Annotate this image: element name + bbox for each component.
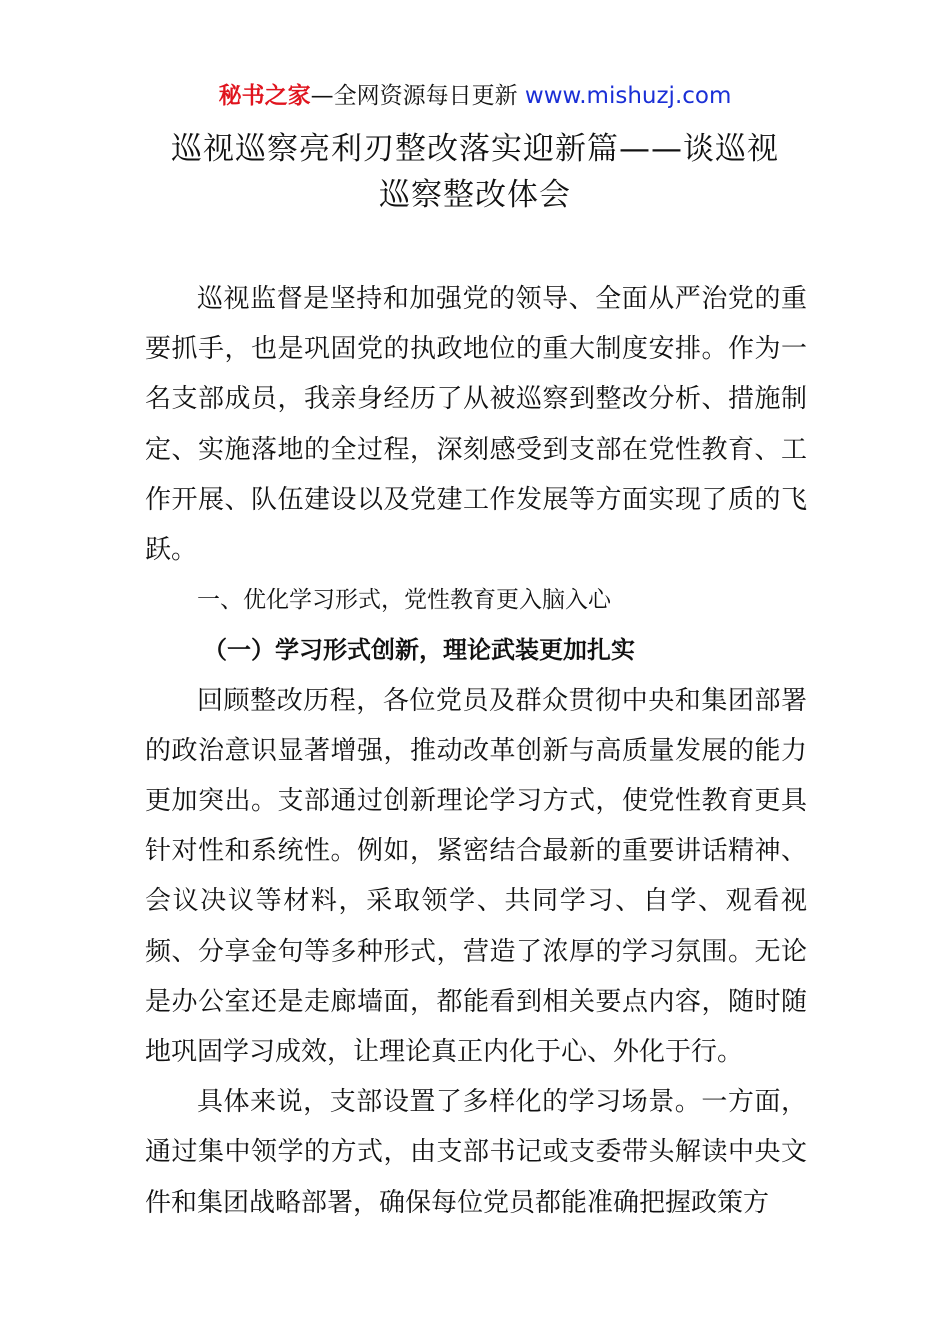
- document-title: [100, 126, 850, 218]
- document-body: [145, 274, 807, 1228]
- specific-paragraph: 具体来说，支部设置了多样化的学习场景。一方面，通过集中领学的方式，由支部书记或支委带头解读中央文件和集团战略部署，确保每位党员都能准确把握政策方: [145, 1087, 807, 1218]
- site-url-link[interactable]: www.mishuzj.com: [524, 83, 732, 109]
- brand-name: 秘书之家: [218, 83, 311, 109]
- intro-paragraph: 巡视监督是坚持和加强党的领导、全面从严治党的重要抓手，也是巩固党的执政地位的重大制度安排。作为一名支部成员，我亲身经历了从被巡察到整改分析、措施制定、实施落地的全过程，深刻感受到支部在党性教育、工作开展、队伍建设以及党建工作发展等方面实现了质的飞跃。: [145, 284, 807, 566]
- title-line-1: 巡视巡察亮利刃整改落实迎新篇——谈巡视: [171, 131, 779, 167]
- review-paragraph: 回顾整改历程，各位党员及群众贯彻中央和集团部署的政治意识显著增强，推动改革创新与高质量发展的能力更加突出。支部通过创新理论学习方式，使党性教育更具针对性和系统性。例如，紧密结合最新的重要讲话精神、会议决议等材料，采取领学、共同学习、自学、观看视频、分享金句等多种形式，营造了浓厚的学习氛围。无论是办公室还是走廊墙面，都能看到相关要点内容，随时随地巩固学习成效，让理论真正内化于心、外化于行。: [145, 685, 807, 1068]
- title-line-2: 巡察整改体会: [379, 177, 571, 213]
- site-header: [0, 80, 950, 112]
- header-slogan: —全网资源每日更新: [310, 83, 525, 109]
- section-heading-1: 一、优化学习形式，党性教育更入脑入心: [197, 587, 611, 614]
- subsection-heading-1: （一）学习形式创新，理论武装更加扎实: [203, 636, 635, 665]
